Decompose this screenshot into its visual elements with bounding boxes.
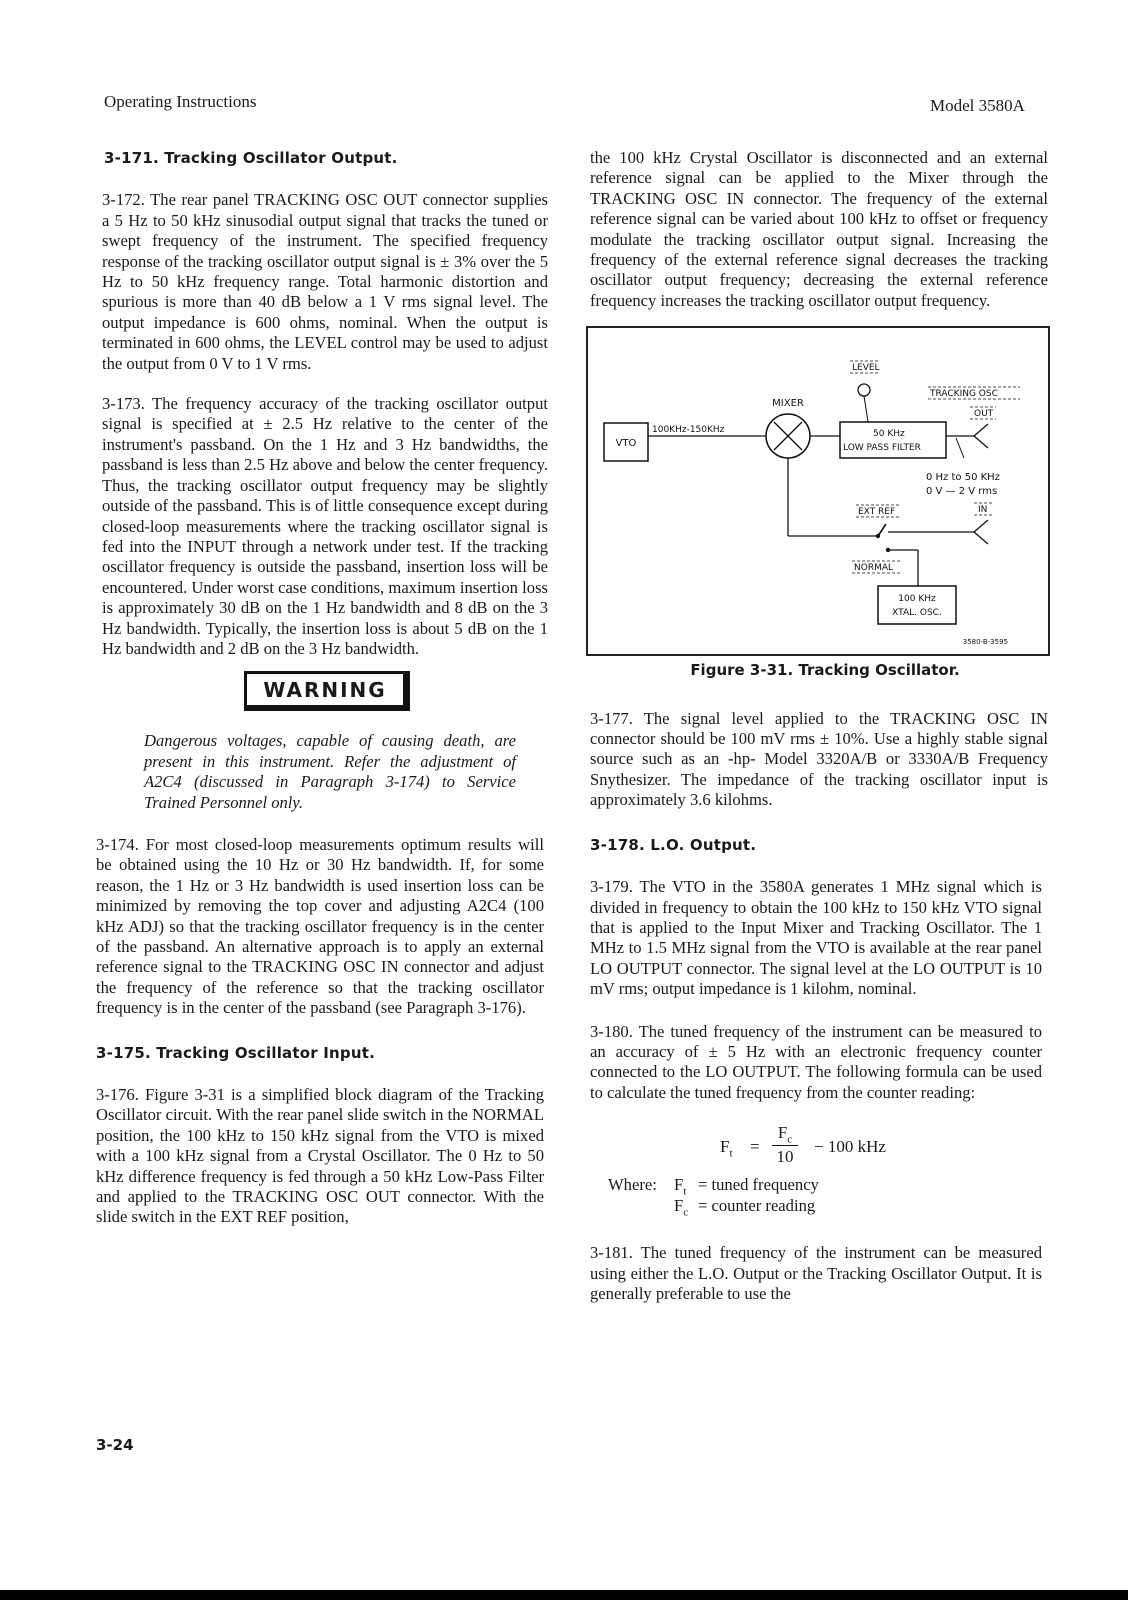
where-definition-ft: = tuned frequency	[698, 1175, 819, 1195]
running-header-left: Operating Instructions	[104, 92, 257, 111]
mixer-label: MIXER	[772, 398, 804, 410]
out-connector-a	[974, 424, 988, 436]
out-label: OUT	[974, 409, 994, 420]
running-header-right: Model 3580A	[930, 96, 1025, 115]
in-connector-b	[974, 532, 988, 544]
level-knob	[858, 384, 870, 396]
left-column	[96, 148, 558, 1228]
formula-denominator: 10	[776, 1147, 794, 1167]
formula-rest: − 100 kHz	[814, 1137, 886, 1157]
lpf-line1: 50 KHz	[873, 429, 905, 440]
in-label: IN	[978, 505, 988, 516]
paragraph-3-172: 3-172. The rear panel TRACKING OSC OUT connector supplies a 5 Hz to 50 kHz sinusodial output signal that tracks the tuned or swept frequency of the instrument. The specified frequency response of the tracking oscillator output signal is ± 3% over the 5 Hz to 50 kHz frequency range. Total harmonic distortion and spurious is more than 40 dB below a 1 V rms signal level. The output impedance is 600 ohms, nominal. When the output is terminated in 600 ohms, the LEVEL control may be used to adjust the output from 0 V to 1 V rms.	[102, 190, 548, 373]
ext-ref-label: EXT REF	[858, 507, 896, 518]
paragraph-3-180: 3-180. The tuned frequency of the instrument can be measured to an accuracy of ± 5 Hz with an electronic frequency counter connected to the LO OUTPUT. The following formula can be used to calculate the tuned frequency from the counter reading:	[590, 1021, 1042, 1102]
vto-range-label: 100KHz-150KHz	[652, 425, 725, 436]
scan-edge-bar	[0, 1590, 1128, 1600]
paragraph-3-176: 3-176. Figure 3-31 is a simplified block diagram of the Tracking Oscillator circuit. With the rear panel slide switch in the NORMAL position, the 100 kHz to 150 kHz signal from the VTO is mixed with a 100 kHz signal from a Crystal Oscillator. The 0 Hz to 50 kHz difference frequency is fed through a 50 kHz Low-Pass Filter and applied to the TRACKING OSC OUT connector. With the slide switch in the EXT REF position,	[96, 1085, 544, 1227]
figure-code: 3580-B-3595	[962, 638, 1008, 647]
section-heading-3-171: 3-171. Tracking Oscillator Output.	[104, 149, 398, 167]
formula-legend	[590, 1175, 1060, 1221]
level-pointer	[864, 396, 868, 422]
vto-label: VTO	[615, 438, 637, 450]
out-range-label: 0 Hz to 50 KHz	[926, 472, 1000, 484]
out-level-label: 0 V — 2 V rms	[926, 486, 998, 498]
paragraph-3-179: 3-179. The VTO in the 3580A generates 1 MHz signal which is divided in frequency to obtain the 100 kHz to 150 kHz VTO signal that is applied to the Input Mixer and Tracking Oscillator. The 1 MHz to 1.5 MHz signal from the VTO is available at the rear panel LO OUTPUT connector. The signal level at the LO OUTPUT is 10 mV rms; output impedance is 1 kilohm, nominal.	[590, 877, 1042, 999]
in-connector-a	[974, 520, 988, 532]
normal-label: NORMAL	[854, 563, 894, 574]
paragraph-3-174: 3-174. For most closed-loop measurements optimum results will be obtained using the 10 Hz or 30 Hz bandwidth. If, for some reason, the 1 Hz or 3 Hz bandwidth is used insertion loss can be minimized by removing the top cover and adjusting A2C4 (100 kHz ADJ) so that the tracking oscillator frequency is in the center of the passband. An alternative approach is to apply an external reference signal to the TRACKING OSC IN connector and adjust the frequency of the reference so that the tracking oscillator frequency is in the center of the passband (see Paragraph 3-176).	[96, 834, 544, 1018]
page-number: 3-24	[96, 1436, 134, 1454]
out-connector-b	[974, 436, 988, 448]
warning-label: WARNING	[244, 671, 409, 710]
lpf-line2: LOW PASS FILTER	[843, 443, 921, 454]
paragraph-3-173: 3-173. The frequency accuracy of the tracking oscillator output signal is specified at ± 2.5 Hz relative to the center of the instrument's passband. On the 1 Hz and 3 Hz bandwidths, the passband is less than 2.5 Hz above and below the center frequency. Thus, the tracking oscillator output frequency may be slightly outside of the passband. This is of little consequence except during closed-loop measurements where the tracking oscillator signal is fed into the INPUT through a network under test. If the tracking oscillator frequency is outside the passband, insertion loss will be encountered. Under worst case conditions, maximum insertion loss is approximately 30 dB on the 1 Hz bandwidth and 8 dB on the 3 Hz bandwidth. Typically, the insertion loss is about 5 dB on the 1 Hz bandwidth and 2 dB on the 3 Hz bandwidth.	[102, 394, 548, 658]
where-label: Where:	[608, 1175, 657, 1195]
paragraph-3-181: 3-181. The tuned frequency of the instrument can be measured using either the L.O. Output or the Tracking Oscillator Output. It is generally preferable to use the	[590, 1243, 1042, 1303]
figure-3-31	[586, 326, 1050, 656]
xtal-line1: 100 KHz	[898, 594, 936, 605]
right-column	[590, 148, 1060, 1304]
where-definition-fc: = counter reading	[698, 1196, 816, 1216]
tracking-osc-label: TRACKING OSC	[930, 389, 998, 400]
where-symbol-fc: $F_c$	[674, 1196, 689, 1219]
formula-equals: =	[750, 1137, 760, 1157]
section-heading-3-175: 3-175. Tracking Oscillator Input.	[96, 1043, 376, 1062]
switch-pivot	[876, 534, 880, 538]
formula-numerator: $F_c$	[777, 1123, 793, 1146]
xtal-line2: XTAL. OSC.	[892, 608, 942, 619]
xtal-osc-block	[878, 586, 956, 624]
tuned-frequency-formula	[590, 1119, 1060, 1175]
level-label: LEVEL	[852, 363, 880, 374]
paragraph-3-177: 3-177. The signal level applied to the TRACKING OSC IN connector should be 100 mV rms ± 10%. Use a highly stable signal source such as an -hp- Model 3320A/B or 3330A/B Frequency Snythesizer. The impedance of the tracking oscillator input is approximately 3.6 kilohms.	[590, 708, 1048, 810]
figure-caption: Figure 3-31. Tracking Oscillator.	[690, 661, 960, 680]
formula-lhs: $F_t$	[720, 1137, 733, 1160]
paragraph-3-176-continued: the 100 kHz Crystal Oscillator is disconnected and an external reference signal can be applied to the Mixer through the TRACKING OSC IN connector. The frequency of the external reference signal can be varied about 100 kHz to offset or frequency modulate the tracking oscillator output signal. Increasing the frequency of the external reference signal decreases the tracking oscillator output frequency; decreasing the external reference frequency increases the tracking oscillator output frequency.	[590, 148, 1048, 310]
tracking-oscillator-block-diagram	[588, 328, 1048, 654]
section-heading-3-178: 3-178. L.O. Output.	[590, 835, 757, 854]
where-symbol-ft: $F_t$	[674, 1175, 687, 1198]
warning-text: Dangerous voltages, capable of causing death, are present in this instrument. Refer the adjustment of A2C4 (discussed in Paragraph 3-174) to Service Trained Personnel only.	[144, 731, 516, 812]
warning-block	[96, 671, 558, 729]
formula-fraction-bar	[772, 1145, 798, 1146]
out-ground-mark	[956, 438, 964, 458]
